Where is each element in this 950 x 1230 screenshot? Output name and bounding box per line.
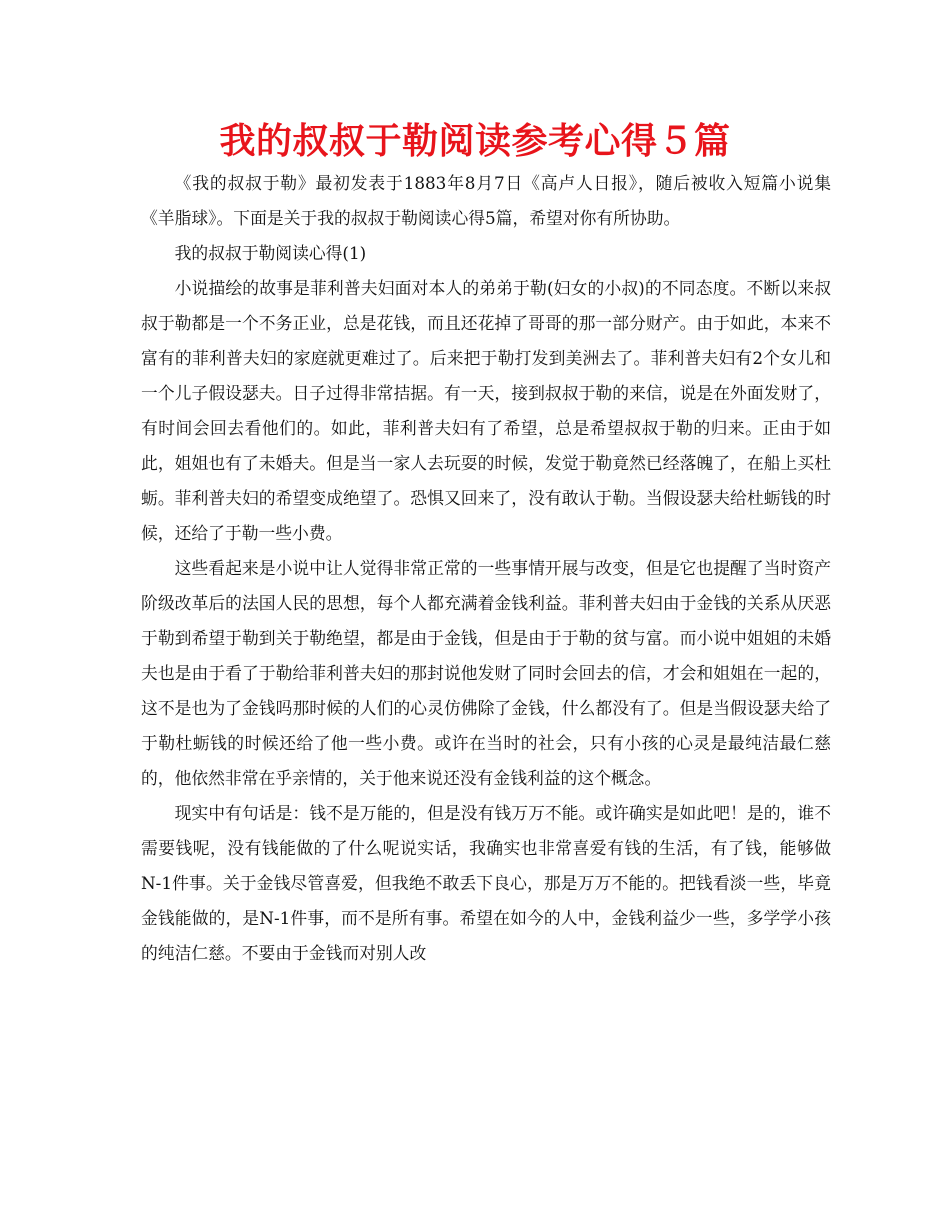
body-paragraph: 现实中有句话是：钱不是万能的，但是没有钱万万不能。或许确实是如此吧！是的，谁不需要钱呢，没有钱能做的了什么呢说实话，我确实也非常喜爱有钱的生活，有了钱，能够做N-1件事。关于金钱尽管喜爱，但我绝不敢丢下良心，那是万万不能的。把钱看淡一些，毕竟金钱能做的，是N-1件事，而不是所有事。希望在如今的人中，金钱利益少一些，多学学小孩的纯洁仁慈。不要由于金钱而对别人改 [141,803,831,963]
document-title: 我的叔叔于勒阅读参考心得５篇 [219,121,731,162]
section-heading: 我的叔叔于勒阅读心得(1) [174,243,367,263]
body-paragraph: 这些看起来是小说中让人觉得非常正常的一些事情开展与改变，但是它也提醒了当时资产阶级改革后的法国人民的思想，每个人都充满着金钱利益。菲利普夫妇由于金钱的关系从厌恶于勒到希望于勒到关于勒绝望，都是由于金钱，但是由于于勒的贫与富。而小说中姐姐的未婚夫也是由于看了于勒给菲利普夫妇的那封说他发财了同时会回去的信，才会和姐姐在一起的，这不是也为了金钱吗那时候的人们的心灵仿佛除了金钱，什么都没有了。但是当假设瑟夫给了于勒杜蛎钱的时候还给了他一些小费。或许在当时的社会，只有小孩的心灵是最纯洁最仁慈的，他依然非常在乎亲情的，关于他来说还没有金钱利益的这个概念。 [141,558,831,788]
document-body [141,166,831,971]
body-paragraph: 小说描绘的故事是菲利普夫妇面对本人的弟弟于勒(妇女的小叔)的不同态度。不断以来叔叔于勒都是一个不务正业，总是花钱，而且还花掉了哥哥的那一部分财产。由于如此，本来不富有的菲利普夫妇的家庭就更难过了。后来把于勒打发到美洲去了。菲利普夫妇有2个女儿和一个儿子假设瑟夫。日子过得非常拮据。有一天，接到叔叔于勒的来信，说是在外面发财了，有时间会回去看他们的。如此，菲利普夫妇有了希望，总是希望叔叔于勒的归来。正由于如此，姐姐也有了未婚夫。但是当一家人去玩耍的时候，发觉于勒竟然已经落魄了，在船上买杜蛎。菲利普夫妇的希望变成绝望了。恐惧又回来了，没有敢认于勒。当假设瑟夫给杜蛎钱的时候，还给了于勒一些小费。 [141,278,831,543]
intro-paragraph: 《我的叔叔于勒》最初发表于1883年8月7日《高卢人日报》，随后被收入短篇小说集《羊脂球》。下面是关于我的叔叔于勒阅读心得5篇，希望对你有所协助。 [141,173,831,228]
